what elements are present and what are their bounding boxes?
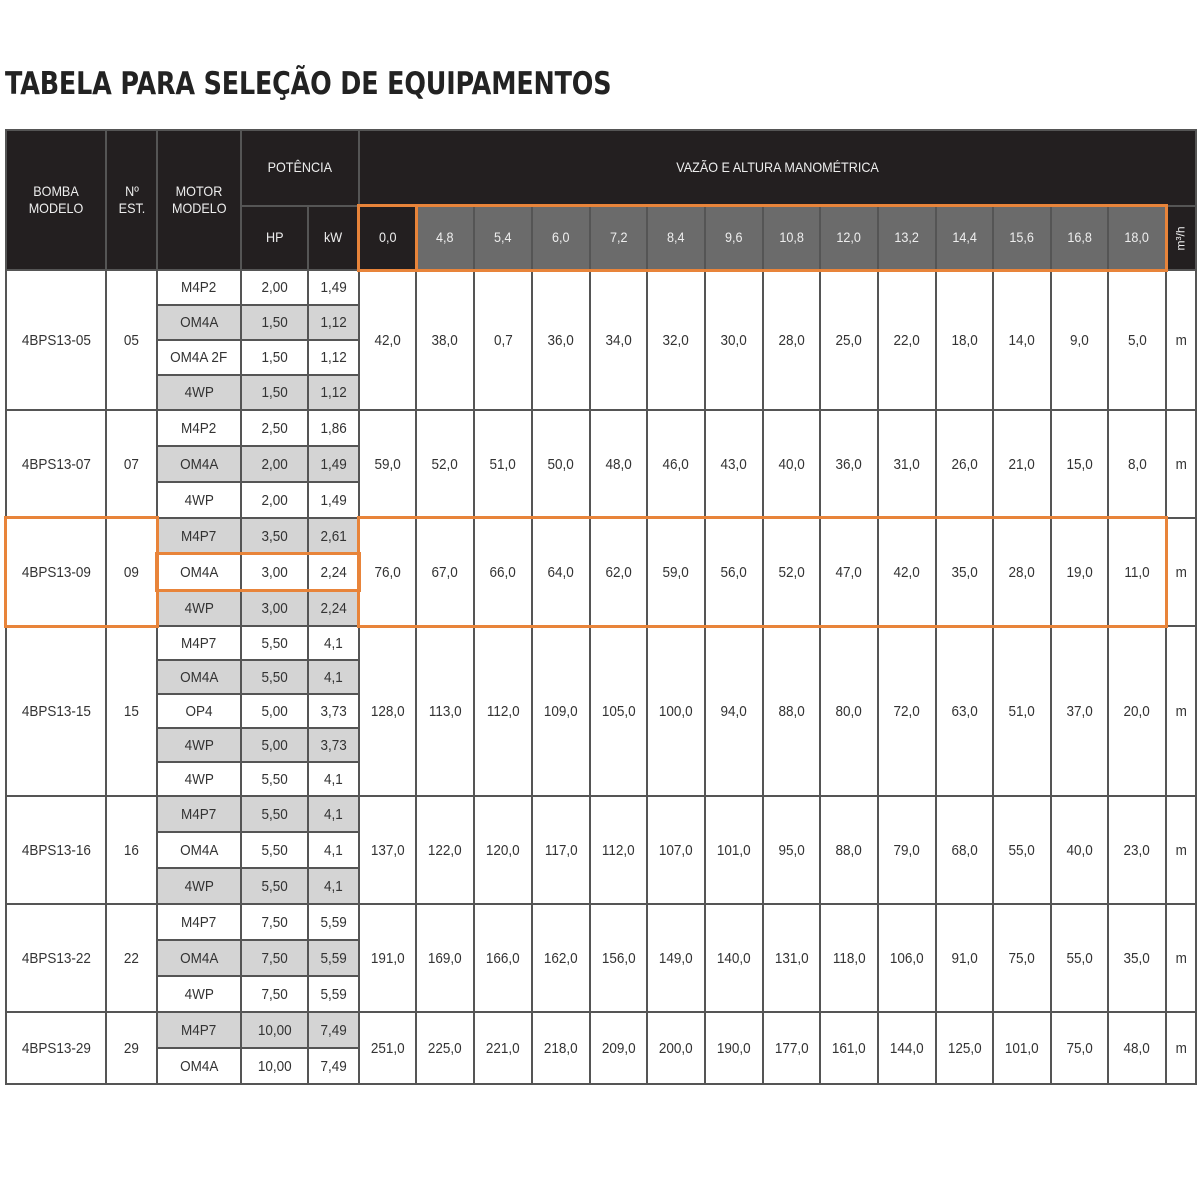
- head-value-cell: 112,0: [474, 626, 532, 796]
- hp-cell: 7,50: [241, 976, 308, 1012]
- kw-cell: 1,12: [308, 375, 359, 410]
- head-value-cell: 218,0: [532, 1012, 590, 1084]
- kw-cell: 5,59: [308, 940, 359, 976]
- motor-model-cell: M4P7: [157, 904, 241, 940]
- head-value-cell: 19,0: [1051, 518, 1108, 626]
- kw-cell: 4,1: [308, 796, 359, 832]
- head-value-cell: 101,0: [993, 1012, 1051, 1084]
- head-value-cell: 67,0: [416, 518, 474, 626]
- head-value-cell: 47,0: [820, 518, 878, 626]
- hp-cell: 5,50: [241, 762, 308, 796]
- head-value-cell: 55,0: [993, 796, 1051, 904]
- head-value-cell: 88,0: [820, 796, 878, 904]
- head-value-cell: 118,0: [820, 904, 878, 1012]
- stages-cell: 09: [106, 518, 157, 626]
- head-value-cell: 8,0: [1108, 410, 1166, 518]
- kw-cell: 4,1: [308, 868, 359, 904]
- head-value-cell: 21,0: [993, 410, 1051, 518]
- unit-cell: m: [1166, 796, 1196, 904]
- header-flow-value: 0,0: [359, 206, 416, 270]
- head-value-cell: 106,0: [878, 904, 936, 1012]
- table-row: [6, 1012, 1196, 1048]
- motor-model-cell: M4P7: [157, 1012, 241, 1048]
- head-value-cell: 72,0: [878, 626, 936, 796]
- pump-model-cell: 4BPS13-05: [6, 270, 106, 410]
- head-value-cell: 190,0: [705, 1012, 763, 1084]
- head-value-cell: 40,0: [1051, 796, 1108, 904]
- motor-model-cell: OM4A: [157, 660, 241, 694]
- header-motor-modelo: MOTOR MODELO: [157, 130, 241, 270]
- header-n-est: Nº EST.: [106, 130, 157, 270]
- head-value-cell: 117,0: [532, 796, 590, 904]
- head-value-cell: 11,0: [1108, 518, 1166, 626]
- motor-model-cell: OP4: [157, 694, 241, 728]
- hp-cell: 3,00: [241, 590, 308, 626]
- motor-model-cell: OM4A: [157, 305, 241, 340]
- kw-cell: 5,59: [308, 904, 359, 940]
- table-row: [6, 270, 1196, 305]
- kw-cell: 2,24: [308, 590, 359, 626]
- head-value-cell: 75,0: [1051, 1012, 1108, 1084]
- table-row: [6, 796, 1196, 832]
- head-value-cell: 221,0: [474, 1012, 532, 1084]
- head-value-cell: 35,0: [936, 518, 993, 626]
- head-value-cell: 51,0: [474, 410, 532, 518]
- head-value-cell: 36,0: [820, 410, 878, 518]
- motor-model-cell: 4WP: [157, 976, 241, 1012]
- unit-cell: m: [1166, 1012, 1196, 1084]
- head-value-cell: 9,0: [1051, 270, 1108, 410]
- stages-cell: 07: [106, 410, 157, 518]
- head-value-cell: 225,0: [416, 1012, 474, 1084]
- motor-model-cell: OM4A 2F: [157, 340, 241, 375]
- stages-cell: 15: [106, 626, 157, 796]
- head-value-cell: 15,0: [1051, 410, 1108, 518]
- header-flow-value: 9,6: [705, 206, 763, 270]
- head-value-cell: 36,0: [532, 270, 590, 410]
- hp-cell: 7,50: [241, 904, 308, 940]
- head-value-cell: 122,0: [416, 796, 474, 904]
- motor-model-cell: M4P7: [157, 518, 241, 554]
- head-value-cell: 52,0: [416, 410, 474, 518]
- head-value-cell: 100,0: [647, 626, 705, 796]
- head-value-cell: 48,0: [590, 410, 647, 518]
- hp-cell: 5,00: [241, 728, 308, 762]
- pump-model-cell: 4BPS13-15: [6, 626, 106, 796]
- kw-cell: 1,12: [308, 305, 359, 340]
- header-flow-value: 15,6: [993, 206, 1051, 270]
- kw-cell: 7,49: [308, 1012, 359, 1048]
- head-value-cell: 35,0: [1108, 904, 1166, 1012]
- head-value-cell: 75,0: [993, 904, 1051, 1012]
- header-flow-value: 7,2: [590, 206, 647, 270]
- header-flow-value: 8,4: [647, 206, 705, 270]
- head-value-cell: 59,0: [647, 518, 705, 626]
- kw-cell: 3,73: [308, 694, 359, 728]
- kw-cell: 1,49: [308, 482, 359, 518]
- kw-cell: 7,49: [308, 1048, 359, 1084]
- head-value-cell: 162,0: [532, 904, 590, 1012]
- stages-cell: 29: [106, 1012, 157, 1084]
- head-value-cell: 28,0: [993, 518, 1051, 626]
- head-value-cell: 140,0: [705, 904, 763, 1012]
- head-value-cell: 25,0: [820, 270, 878, 410]
- kw-cell: 5,59: [308, 976, 359, 1012]
- stages-cell: 16: [106, 796, 157, 904]
- head-value-cell: 109,0: [532, 626, 590, 796]
- head-value-cell: 66,0: [474, 518, 532, 626]
- head-value-cell: 37,0: [1051, 626, 1108, 796]
- head-value-cell: 62,0: [590, 518, 647, 626]
- head-value-cell: 91,0: [936, 904, 993, 1012]
- head-value-cell: 191,0: [359, 904, 416, 1012]
- head-value-cell: 166,0: [474, 904, 532, 1012]
- hp-cell: 3,00: [241, 554, 308, 590]
- head-value-cell: 200,0: [647, 1012, 705, 1084]
- unit-cell: m: [1166, 626, 1196, 796]
- head-value-cell: 55,0: [1051, 904, 1108, 1012]
- hp-cell: 2,00: [241, 482, 308, 518]
- stages-cell: 22: [106, 904, 157, 1012]
- motor-model-cell: OM4A: [157, 446, 241, 482]
- head-value-cell: 38,0: [416, 270, 474, 410]
- head-value-cell: 40,0: [763, 410, 820, 518]
- header-bomba-modelo: BOMBA MODELO: [6, 130, 106, 270]
- head-value-cell: 64,0: [532, 518, 590, 626]
- motor-model-cell: M4P7: [157, 626, 241, 660]
- header-flow-value: 18,0: [1108, 206, 1166, 270]
- head-value-cell: 101,0: [705, 796, 763, 904]
- hp-cell: 2,50: [241, 410, 308, 446]
- table-row: [6, 410, 1196, 446]
- kw-cell: 2,24: [308, 554, 359, 590]
- head-value-cell: 34,0: [590, 270, 647, 410]
- head-value-cell: 113,0: [416, 626, 474, 796]
- head-value-cell: 251,0: [359, 1012, 416, 1084]
- head-value-cell: 120,0: [474, 796, 532, 904]
- head-value-cell: 5,0: [1108, 270, 1166, 410]
- head-value-cell: 51,0: [993, 626, 1051, 796]
- hp-cell: 5,50: [241, 832, 308, 868]
- head-value-cell: 32,0: [647, 270, 705, 410]
- head-value-cell: 161,0: [820, 1012, 878, 1084]
- table-row: [6, 904, 1196, 940]
- header-flow-value: 4,8: [416, 206, 474, 270]
- hp-cell: 5,50: [241, 660, 308, 694]
- header-vazao: VAZÃO E ALTURA MANOMÉTRICA: [359, 130, 1196, 206]
- head-value-cell: 14,0: [993, 270, 1051, 410]
- head-value-cell: 131,0: [763, 904, 820, 1012]
- head-value-cell: 137,0: [359, 796, 416, 904]
- kw-cell: 4,1: [308, 626, 359, 660]
- motor-model-cell: OM4A: [157, 940, 241, 976]
- motor-model-cell: 4WP: [157, 762, 241, 796]
- kw-cell: 2,61: [308, 518, 359, 554]
- motor-model-cell: 4WP: [157, 728, 241, 762]
- head-value-cell: 0,7: [474, 270, 532, 410]
- head-value-cell: 105,0: [590, 626, 647, 796]
- head-value-cell: 68,0: [936, 796, 993, 904]
- hp-cell: 7,50: [241, 940, 308, 976]
- unit-cell: m: [1166, 904, 1196, 1012]
- head-value-cell: 79,0: [878, 796, 936, 904]
- hp-cell: 5,50: [241, 868, 308, 904]
- hp-cell: 5,50: [241, 796, 308, 832]
- head-value-cell: 46,0: [647, 410, 705, 518]
- header-flow-value: 10,8: [763, 206, 820, 270]
- pump-model-cell: 4BPS13-09: [6, 518, 106, 626]
- head-value-cell: 18,0: [936, 270, 993, 410]
- header-hp: HP: [241, 206, 308, 270]
- head-value-cell: 94,0: [705, 626, 763, 796]
- head-value-cell: 76,0: [359, 518, 416, 626]
- head-value-cell: 169,0: [416, 904, 474, 1012]
- head-value-cell: 20,0: [1108, 626, 1166, 796]
- head-value-cell: 156,0: [590, 904, 647, 1012]
- unit-cell: m: [1166, 518, 1196, 626]
- head-value-cell: 128,0: [359, 626, 416, 796]
- head-value-cell: 48,0: [1108, 1012, 1166, 1084]
- hp-cell: 3,50: [241, 518, 308, 554]
- head-value-cell: 177,0: [763, 1012, 820, 1084]
- header-flow-value: 13,2: [878, 206, 936, 270]
- head-value-cell: 63,0: [936, 626, 993, 796]
- head-value-cell: 112,0: [590, 796, 647, 904]
- unit-cell: m: [1166, 270, 1196, 410]
- page-title: TABELA PARA SELEÇÃO DE EQUIPAMENTOS: [5, 66, 612, 102]
- pump-model-cell: 4BPS13-22: [6, 904, 106, 1012]
- header-flow-value: 12,0: [820, 206, 878, 270]
- header-kw: kW: [308, 206, 359, 270]
- stages-cell: 05: [106, 270, 157, 410]
- hp-cell: 1,50: [241, 340, 308, 375]
- head-value-cell: 31,0: [878, 410, 936, 518]
- head-value-cell: 23,0: [1108, 796, 1166, 904]
- head-value-cell: 56,0: [705, 518, 763, 626]
- motor-model-cell: OM4A: [157, 1048, 241, 1084]
- head-value-cell: 149,0: [647, 904, 705, 1012]
- motor-model-cell: M4P2: [157, 410, 241, 446]
- head-value-cell: 80,0: [820, 626, 878, 796]
- motor-model-cell: 4WP: [157, 868, 241, 904]
- motor-model-cell: OM4A: [157, 554, 241, 590]
- kw-cell: 1,86: [308, 410, 359, 446]
- hp-cell: 1,50: [241, 305, 308, 340]
- hp-cell: 5,00: [241, 694, 308, 728]
- head-value-cell: 88,0: [763, 626, 820, 796]
- motor-model-cell: M4P2: [157, 270, 241, 305]
- pump-model-cell: 4BPS13-29: [6, 1012, 106, 1084]
- kw-cell: 1,12: [308, 340, 359, 375]
- head-value-cell: 30,0: [705, 270, 763, 410]
- header-flow-value: 14,4: [936, 206, 993, 270]
- head-value-cell: 50,0: [532, 410, 590, 518]
- head-value-cell: 125,0: [936, 1012, 993, 1084]
- hp-cell: 10,00: [241, 1012, 308, 1048]
- table-row: [6, 626, 1196, 660]
- pump-model-cell: 4BPS13-07: [6, 410, 106, 518]
- hp-cell: 10,00: [241, 1048, 308, 1084]
- head-value-cell: 209,0: [590, 1012, 647, 1084]
- head-value-cell: 144,0: [878, 1012, 936, 1084]
- head-value-cell: 107,0: [647, 796, 705, 904]
- motor-model-cell: OM4A: [157, 832, 241, 868]
- kw-cell: 4,1: [308, 660, 359, 694]
- header-flow-unit: m³/h: [1166, 206, 1196, 270]
- head-value-cell: 59,0: [359, 410, 416, 518]
- head-value-cell: 42,0: [359, 270, 416, 410]
- header-flow-value: 16,8: [1051, 206, 1108, 270]
- header-flow-value: 6,0: [532, 206, 590, 270]
- head-value-cell: 52,0: [763, 518, 820, 626]
- motor-model-cell: M4P7: [157, 796, 241, 832]
- head-value-cell: 43,0: [705, 410, 763, 518]
- header-flow-value: 5,4: [474, 206, 532, 270]
- head-value-cell: 28,0: [763, 270, 820, 410]
- motor-model-cell: 4WP: [157, 375, 241, 410]
- selection-table: [5, 129, 1197, 1085]
- pump-model-cell: 4BPS13-16: [6, 796, 106, 904]
- hp-cell: 2,00: [241, 270, 308, 305]
- kw-cell: 4,1: [308, 762, 359, 796]
- head-value-cell: 42,0: [878, 518, 936, 626]
- kw-cell: 4,1: [308, 832, 359, 868]
- motor-model-cell: 4WP: [157, 590, 241, 626]
- hp-cell: 2,00: [241, 446, 308, 482]
- head-value-cell: 95,0: [763, 796, 820, 904]
- head-value-cell: 26,0: [936, 410, 993, 518]
- motor-model-cell: 4WP: [157, 482, 241, 518]
- hp-cell: 1,50: [241, 375, 308, 410]
- kw-cell: 1,49: [308, 446, 359, 482]
- kw-cell: 1,49: [308, 270, 359, 305]
- header-potencia: POTÊNCIA: [241, 130, 359, 206]
- head-value-cell: 22,0: [878, 270, 936, 410]
- unit-cell: m: [1166, 410, 1196, 518]
- table-row: [6, 518, 1196, 554]
- kw-cell: 3,73: [308, 728, 359, 762]
- hp-cell: 5,50: [241, 626, 308, 660]
